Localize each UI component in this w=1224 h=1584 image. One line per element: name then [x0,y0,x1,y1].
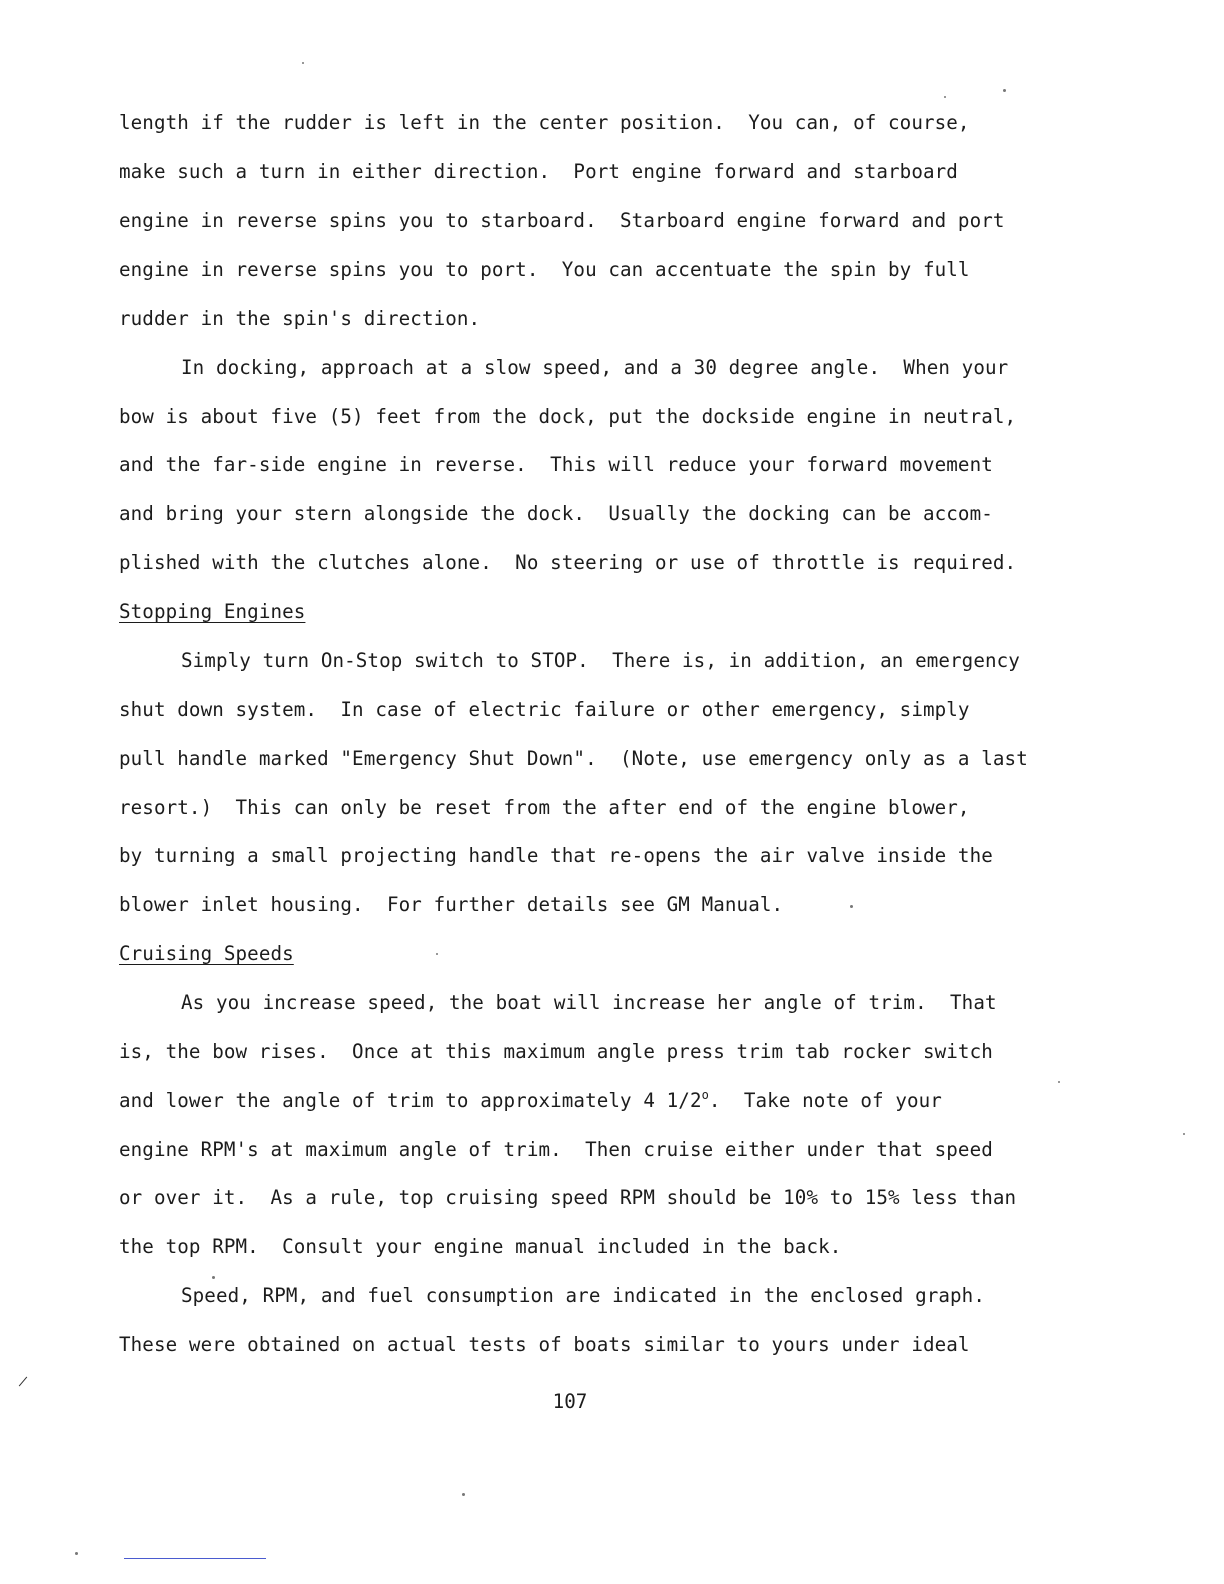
body-text-line: is, the bow rises. Once at this maximum angle press trim tab rocker switch [119,1040,993,1063]
body-text-line: engine in reverse spins you to starboard. Starboard engine forward and port [119,209,1005,232]
body-text-line: and the far-side engine in reverse. This will reduce your forward movement [119,453,993,476]
body-text-line: engine RPM's at maximum angle of trim. Then cruise either under that speed [119,1138,993,1161]
body-text-line: blower inlet housing. For further details see GM Manual. [119,893,784,916]
body-text-line: plished with the clutches alone. No steering or use of throttle is required. [119,551,1017,574]
body-text-line: rudder in the spin's direction. [119,307,481,330]
paragraph-start-line: Speed, RPM, and fuel consumption are indicated in the enclosed graph. [181,1284,985,1307]
scan-speck [850,905,853,908]
scan-speck [212,1276,215,1279]
body-text-line: by turning a small projecting handle that re-opens the air valve inside the [119,844,993,867]
paragraph-start-line: In docking, approach at a slow speed, and a 30 degree angle. When your [181,356,1009,379]
scan-speck [75,1552,78,1555]
body-text-line: resort.) This can only be reset from the after end of the engine blower, [119,796,970,819]
paragraph-start-line: Simply turn On-Stop switch to STOP. There is, in addition, an emergency [181,649,1020,672]
body-text-line: make such a turn in either direction. Port engine forward and starboard [119,160,958,183]
body-text-line: shut down system. In case of electric failure or other emergency, simply [119,698,970,721]
body-text-line: bow is about five (5) feet from the dock, put the dockside engine in neutral, [119,405,1017,428]
body-text-line: These were obtained on actual tests of boats similar to yours under ideal [119,1333,970,1356]
body-text-line: or over it. As a rule, top cruising speed RPM should be 10% to 15% less than [119,1186,1017,1209]
section-heading-stopping-engines: Stopping Engines [119,600,306,623]
stray-pen-mark [19,1377,27,1387]
trim-angle-text: and lower the angle of trim to approximately 4 1/2 [119,1089,702,1112]
body-text-line [119,1089,942,1113]
body-text-line: engine in reverse spins you to port. You can accentuate the spin by full [119,258,970,281]
scan-speck [944,96,946,98]
trim-angle-text-continued: . Take note of your [708,1089,942,1112]
page-number: 107 [552,1390,588,1413]
paragraph-start-line: As you increase speed, the boat will increase her angle of trim. That [181,991,997,1014]
scan-speck [462,1493,465,1496]
scan-speck [1183,1133,1185,1135]
degree-superscript: o [701,1088,709,1102]
scan-speck [1058,1081,1060,1083]
body-text-line: pull handle marked "Emergency Shut Down". (Note, use emergency only as a last [119,747,1028,770]
body-text-line: the top RPM. Consult your engine manual included in the back. [119,1235,842,1258]
body-text-line: length if the rudder is left in the center position. You can, of course, [119,111,970,134]
scan-speck [436,953,438,955]
body-text-line: and bring your stern alongside the dock. Usually the docking can be accom- [119,502,993,525]
scan-speck [302,62,304,64]
scan-speck [1003,89,1006,92]
section-heading-cruising-speeds: Cruising Speeds [119,942,294,965]
bottom-rule-line [124,1558,266,1559]
